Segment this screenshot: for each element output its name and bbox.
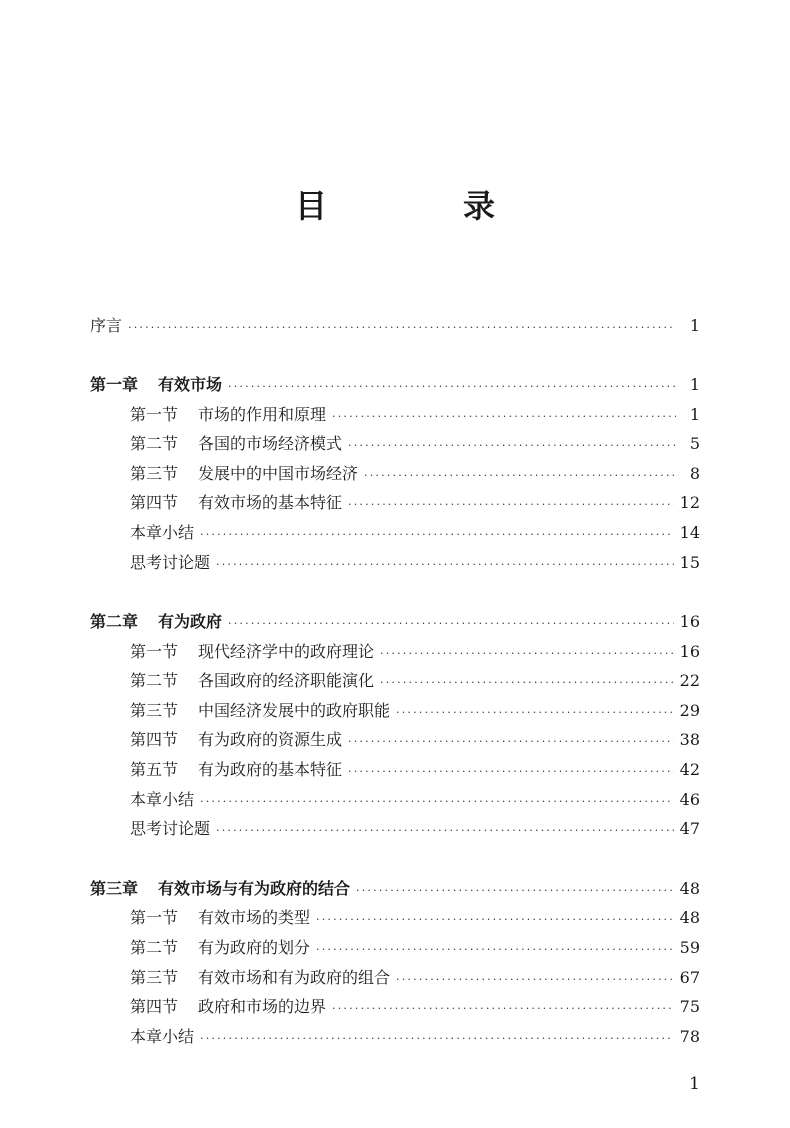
toc-entry-section[interactable] <box>130 935 700 961</box>
toc-entry-label: 第三章 有效市场与有为政府的结合 <box>90 879 351 898</box>
dot-leader <box>316 937 674 963</box>
toc-page-number: 78 <box>679 1027 700 1046</box>
toc-entry-chapter-summary[interactable] <box>130 1024 700 1050</box>
toc-page-number: 5 <box>689 434 700 453</box>
toc-entry-discussion-questions[interactable] <box>130 816 700 842</box>
toc-entry-discussion-questions[interactable] <box>130 550 700 576</box>
toc-entry-section[interactable] <box>130 727 700 753</box>
dot-leader <box>380 670 674 696</box>
toc-entry-label: 第三节 发展中的中国市场经济 <box>130 464 359 483</box>
toc-entry-label: 思考讨论题 <box>130 819 211 838</box>
toc-page-number: 48 <box>679 908 700 927</box>
toc-entry-section[interactable] <box>130 431 700 457</box>
dot-leader <box>216 552 674 578</box>
dot-leader <box>128 315 676 341</box>
toc-entry-preface[interactable] <box>90 313 700 339</box>
toc-entry-label: 本章小结 <box>130 1027 195 1046</box>
toc-entry-section[interactable] <box>130 698 700 724</box>
toc-entry-section[interactable] <box>130 639 700 665</box>
dot-leader <box>228 374 676 400</box>
toc-page-number: 16 <box>679 612 700 631</box>
toc-entry-section[interactable] <box>130 490 700 516</box>
dot-leader <box>200 789 674 815</box>
toc-entry-label: 第四节 政府和市场的边界 <box>130 997 327 1016</box>
toc-page-number: 48 <box>679 879 700 898</box>
toc-entry-label: 第三节 有效市场和有为政府的组合 <box>130 968 391 987</box>
toc-entry-label: 第二节 各国政府的经济职能演化 <box>130 671 375 690</box>
toc-entry-label: 第二节 有为政府的划分 <box>130 938 311 957</box>
toc-entry-chapter-3[interactable] <box>90 876 700 902</box>
toc-page-number: 1 <box>689 375 700 394</box>
dot-leader <box>348 729 674 755</box>
dot-leader <box>356 878 674 904</box>
toc-page-number: 38 <box>679 730 700 749</box>
toc-page-number: 1 <box>689 405 700 424</box>
dot-leader <box>332 404 676 430</box>
toc-entry-label: 第一节 市场的作用和原理 <box>130 405 327 424</box>
toc-entry-label: 第一节 现代经济学中的政府理论 <box>130 642 375 661</box>
toc-entry-chapter-1[interactable] <box>90 372 700 398</box>
dot-leader <box>380 641 674 667</box>
toc-entry-chapter-2[interactable] <box>90 609 700 635</box>
dot-leader <box>200 522 674 548</box>
toc-entry-label: 第一节 有效市场的类型 <box>130 908 311 927</box>
toc-page-number: 22 <box>679 671 700 690</box>
toc-entry-section[interactable] <box>130 402 700 428</box>
toc-entry-label: 本章小结 <box>130 790 195 809</box>
toc-page-number: 29 <box>679 701 700 720</box>
toc-page-number: 16 <box>679 642 700 661</box>
toc-entry-label: 第四节 有效市场的基本特征 <box>130 493 343 512</box>
toc-entry-section[interactable] <box>130 461 700 487</box>
toc-page-number: 15 <box>679 553 700 572</box>
page-title: 目 录 <box>294 187 547 225</box>
toc-entry-section[interactable] <box>130 905 700 931</box>
page-number: 1 <box>689 1074 700 1094</box>
toc-entry-label: 思考讨论题 <box>130 553 211 572</box>
toc-entry-label: 第三节 中国经济发展中的政府职能 <box>130 701 391 720</box>
dot-leader <box>348 759 674 785</box>
dot-leader <box>228 611 674 637</box>
toc-page-number: 67 <box>679 968 700 987</box>
dot-leader <box>216 818 674 844</box>
toc-page-number: 42 <box>679 760 700 779</box>
toc-entry-label: 第四节 有为政府的资源生成 <box>130 730 343 749</box>
dot-leader <box>332 996 674 1022</box>
toc-page-number: 8 <box>689 464 700 483</box>
toc-entry-label: 序言 <box>90 316 123 335</box>
dot-leader <box>364 463 676 489</box>
toc-entry-section[interactable] <box>130 757 700 783</box>
toc-page-number: 12 <box>679 493 700 512</box>
dot-leader <box>200 1026 674 1052</box>
toc-entry-label: 第二章 有为政府 <box>90 612 223 631</box>
toc-entry-chapter-summary[interactable] <box>130 520 700 546</box>
toc-page-number: 14 <box>679 523 700 542</box>
toc-entry-label: 第五节 有为政府的基本特征 <box>130 760 343 779</box>
dot-leader <box>396 700 674 726</box>
dot-leader <box>348 492 674 518</box>
dot-leader <box>348 433 676 459</box>
dot-leader <box>316 907 674 933</box>
toc-entry-label: 本章小结 <box>130 523 195 542</box>
toc-entry-section[interactable] <box>130 965 700 991</box>
toc-entry-label: 第一章 有效市场 <box>90 375 223 394</box>
toc-entry-section[interactable] <box>130 668 700 694</box>
toc-page-number: 1 <box>689 316 700 335</box>
toc-page-number: 75 <box>679 997 700 1016</box>
toc-page-number: 59 <box>679 938 700 957</box>
toc-entry-label: 第二节 各国的市场经济模式 <box>130 434 343 453</box>
dot-leader <box>396 967 674 993</box>
toc-entry-section[interactable] <box>130 994 700 1020</box>
toc-page-number: 46 <box>679 790 700 809</box>
toc-page-number: 47 <box>679 819 700 838</box>
toc-entry-chapter-summary[interactable] <box>130 787 700 813</box>
